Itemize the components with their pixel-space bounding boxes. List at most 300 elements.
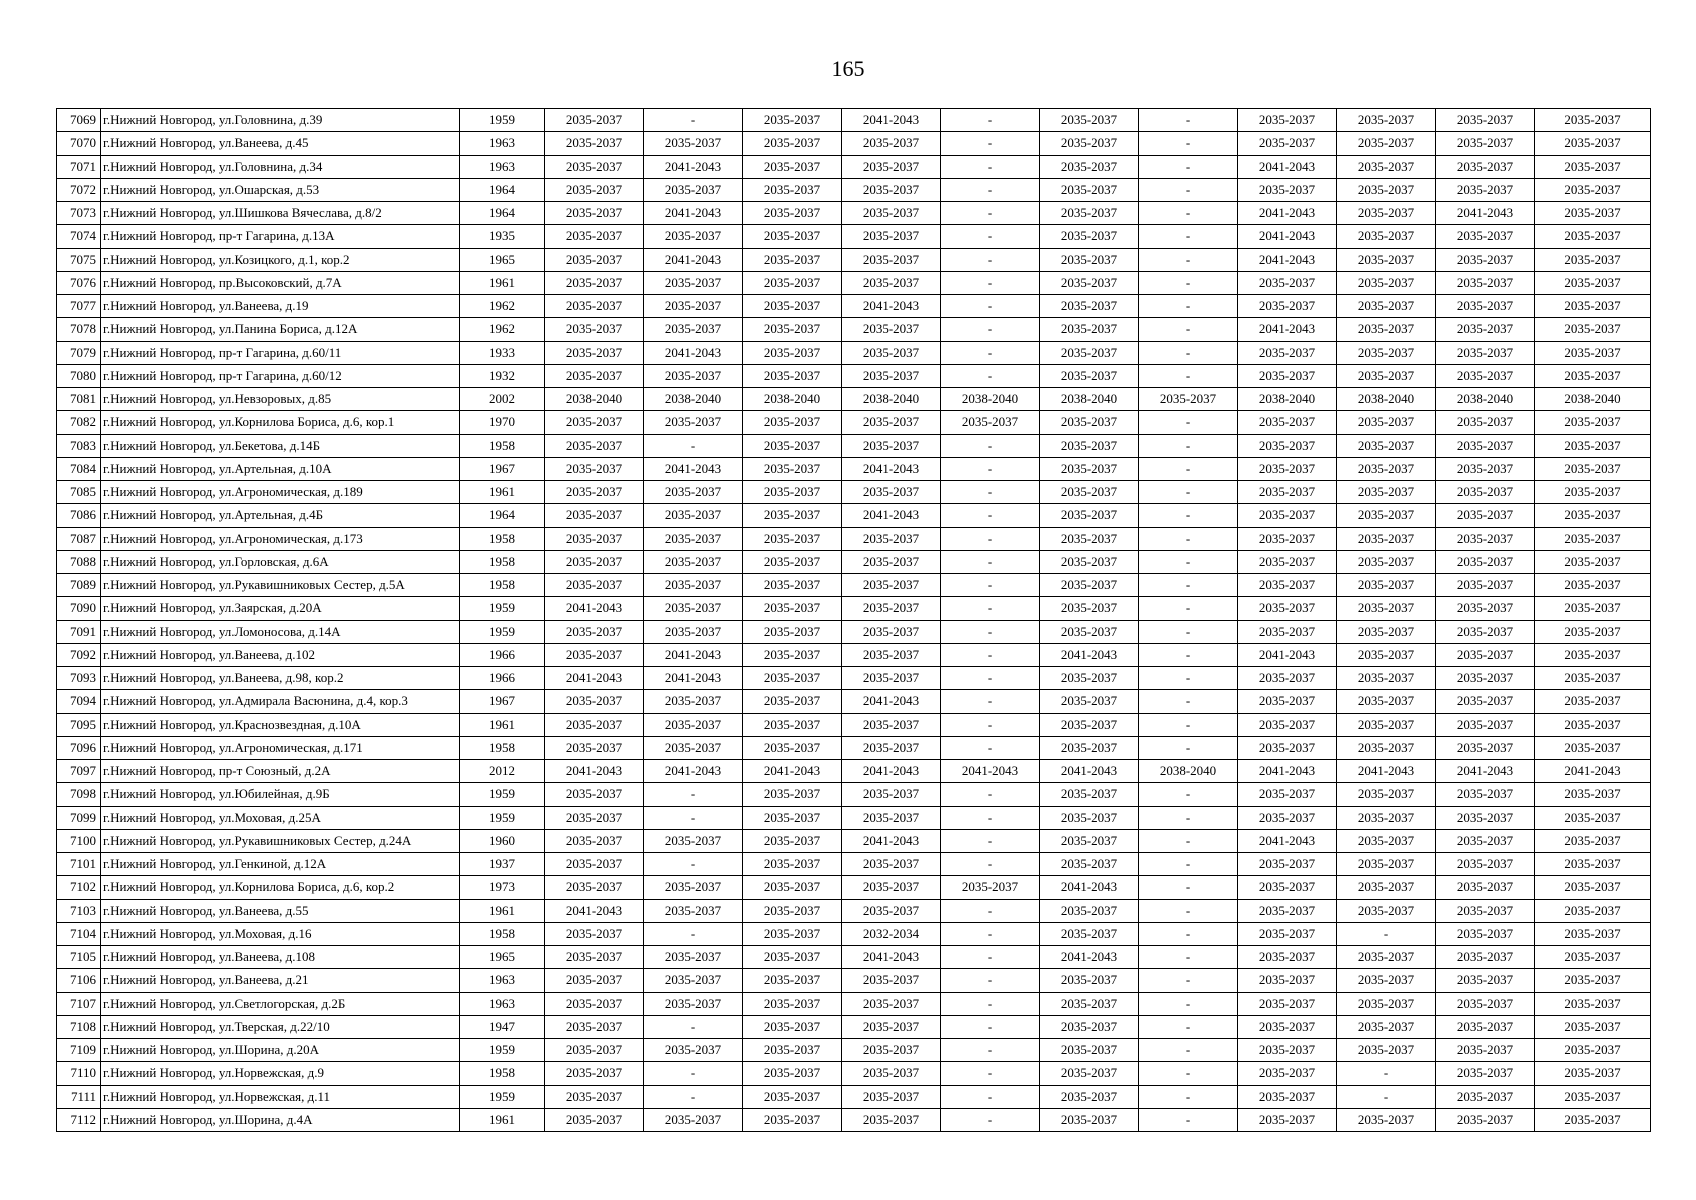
period-cell: 2035-2037 [1040,922,1139,945]
year-cell: 1973 [460,876,545,899]
row-id-cell: 7090 [57,597,101,620]
period-cell: 2035-2037 [1436,876,1535,899]
period-cell: 2035-2037 [743,318,842,341]
period-cell: 2035-2037 [545,876,644,899]
period-cell: 2035-2037 [545,341,644,364]
period-cell: 2035-2037 [545,620,644,643]
period-cell: - [941,922,1040,945]
row-id-cell: 7109 [57,1039,101,1062]
period-cell: 2035-2037 [545,225,644,248]
period-cell: 2041-2043 [644,248,743,271]
period-cell: 2035-2037 [1535,341,1651,364]
period-cell: 2035-2037 [941,876,1040,899]
address-cell: г.Нижний Новгород, ул.Головнина, д.34 [101,155,460,178]
year-cell: 1959 [460,1039,545,1062]
period-cell: 2041-2043 [842,109,941,132]
period-cell: 2041-2043 [644,667,743,690]
period-cell: 2035-2037 [842,550,941,573]
period-cell: - [1139,922,1238,945]
period-cell: 2035-2037 [1040,783,1139,806]
period-cell: 2035-2037 [644,597,743,620]
address-cell: г.Нижний Новгород, пр.Высоковский, д.7А [101,271,460,294]
table-row [57,829,1651,852]
period-cell: - [941,1085,1040,1108]
period-cell: - [941,364,1040,387]
address-cell: г.Нижний Новгород, ул.Корнилова Бориса, д.6, кор.2 [101,876,460,899]
period-cell: 2035-2037 [1436,783,1535,806]
period-cell: 2035-2037 [1238,1015,1337,1038]
period-cell: 2041-2043 [545,597,644,620]
row-id-cell: 7099 [57,806,101,829]
period-cell: - [941,1108,1040,1131]
period-cell: 2035-2037 [1535,155,1651,178]
address-cell: г.Нижний Новгород, ул.Норвежская, д.11 [101,1085,460,1108]
row-id-cell: 7075 [57,248,101,271]
row-id-cell: 7077 [57,295,101,318]
period-cell: 2035-2037 [1040,620,1139,643]
period-cell: 2035-2037 [1040,178,1139,201]
period-cell: 2035-2037 [1238,667,1337,690]
period-cell: 2035-2037 [1337,225,1436,248]
period-cell: 2035-2037 [842,899,941,922]
period-cell: 2035-2037 [1535,783,1651,806]
row-id-cell: 7112 [57,1108,101,1131]
period-cell: 2035-2037 [1436,434,1535,457]
row-id-cell: 7079 [57,341,101,364]
period-cell: 2035-2037 [1040,1062,1139,1085]
period-cell: 2035-2037 [743,1108,842,1131]
period-cell: 2035-2037 [743,713,842,736]
period-cell: 2035-2037 [545,853,644,876]
address-cell: г.Нижний Новгород, ул.Агрономическая, д.189 [101,481,460,504]
address-cell: г.Нижний Новгород, ул.Рукавишниковых Сестер, д.24А [101,829,460,852]
period-cell: 2035-2037 [743,411,842,434]
period-cell: - [644,1085,743,1108]
period-cell: - [941,946,1040,969]
period-cell: 2035-2037 [1436,1108,1535,1131]
period-cell: 2041-2043 [1238,829,1337,852]
address-cell: г.Нижний Новгород, ул.Ломоносова, д.14А [101,620,460,643]
period-cell: 2035-2037 [743,643,842,666]
period-cell: 2035-2037 [1040,527,1139,550]
address-cell: г.Нижний Новгород, ул.Рукавишниковых Сестер, д.5А [101,574,460,597]
period-cell: 2035-2037 [1040,1085,1139,1108]
period-cell: 2041-2043 [1238,643,1337,666]
period-cell: - [941,434,1040,457]
period-cell: 2035-2037 [941,411,1040,434]
period-cell: - [1139,504,1238,527]
period-cell: 2035-2037 [545,504,644,527]
period-cell: 2035-2037 [1337,527,1436,550]
period-cell: 2041-2043 [1238,760,1337,783]
period-cell: 2035-2037 [842,783,941,806]
period-cell: - [1139,341,1238,364]
row-id-cell: 7102 [57,876,101,899]
period-cell: - [1139,109,1238,132]
table-row [57,736,1651,759]
period-cell: 2035-2037 [1535,946,1651,969]
period-cell: 2035-2037 [1040,899,1139,922]
period-cell: 2035-2037 [842,853,941,876]
year-cell: 1932 [460,364,545,387]
period-cell: 2035-2037 [842,1015,941,1038]
period-cell: 2035-2037 [1535,620,1651,643]
period-cell: - [644,109,743,132]
period-cell: 2035-2037 [1436,155,1535,178]
period-cell: 2035-2037 [842,132,941,155]
year-cell: 1965 [460,946,545,969]
period-cell: - [941,178,1040,201]
table-row [57,411,1651,434]
period-cell: 2041-2043 [545,760,644,783]
period-cell: 2041-2043 [842,504,941,527]
row-id-cell: 7089 [57,574,101,597]
period-cell: 2035-2037 [1535,132,1651,155]
period-cell: - [1139,829,1238,852]
address-cell: г.Нижний Новгород, ул.Панина Бориса, д.12А [101,318,460,341]
year-cell: 1967 [460,457,545,480]
period-cell: 2035-2037 [1535,178,1651,201]
year-cell: 1961 [460,1108,545,1131]
period-cell: 2035-2037 [842,411,941,434]
period-cell: 2035-2037 [1337,667,1436,690]
period-cell: 2035-2037 [545,527,644,550]
period-cell: 2035-2037 [1436,527,1535,550]
period-cell: 2035-2037 [1436,620,1535,643]
period-cell: 2035-2037 [1535,853,1651,876]
period-cell: 2035-2037 [1535,109,1651,132]
period-cell: 2035-2037 [842,202,941,225]
address-cell: г.Нижний Новгород, ул.Юбилейная, д.9Б [101,783,460,806]
period-cell: 2035-2037 [545,481,644,504]
period-cell: 2035-2037 [545,411,644,434]
period-cell: 2035-2037 [1535,643,1651,666]
period-cell: 2035-2037 [545,713,644,736]
period-cell: 2035-2037 [1040,574,1139,597]
period-cell: 2035-2037 [1337,946,1436,969]
table-row [57,690,1651,713]
period-cell: 2035-2037 [1040,550,1139,573]
row-id-cell: 7097 [57,760,101,783]
address-cell: г.Нижний Новгород, ул.Головнина, д.39 [101,109,460,132]
period-cell: - [1139,527,1238,550]
period-cell: 2035-2037 [644,946,743,969]
period-cell: - [941,481,1040,504]
period-cell: 2035-2037 [743,946,842,969]
table-row [57,574,1651,597]
period-cell: 2035-2037 [1535,922,1651,945]
table-row [57,876,1651,899]
row-id-cell: 7101 [57,853,101,876]
period-cell: 2035-2037 [743,783,842,806]
period-cell: 2035-2037 [1238,690,1337,713]
address-cell: г.Нижний Новгород, ул.Шорина, д.4А [101,1108,460,1131]
row-id-cell: 7070 [57,132,101,155]
period-cell: 2038-2040 [545,388,644,411]
period-cell: 2035-2037 [1337,364,1436,387]
period-cell: 2035-2037 [1238,341,1337,364]
period-cell: 2035-2037 [1040,667,1139,690]
period-cell: 2035-2037 [1535,295,1651,318]
period-cell: 2035-2037 [644,736,743,759]
period-cell: 2035-2037 [842,1108,941,1131]
address-cell: г.Нижний Новгород, ул.Шишкова Вячеслава, д.8/2 [101,202,460,225]
table-row [57,481,1651,504]
period-cell: 2035-2037 [743,620,842,643]
row-id-cell: 7093 [57,667,101,690]
period-cell: 2035-2037 [1436,341,1535,364]
period-cell: 2035-2037 [1436,1062,1535,1085]
table-row [57,969,1651,992]
period-cell: 2038-2040 [1238,388,1337,411]
row-id-cell: 7083 [57,434,101,457]
period-cell: - [1139,690,1238,713]
period-cell: 2035-2037 [644,318,743,341]
period-cell: 2035-2037 [1436,690,1535,713]
row-id-cell: 7094 [57,690,101,713]
year-cell: 1970 [460,411,545,434]
period-cell: - [644,783,743,806]
address-cell: г.Нижний Новгород, ул.Агрономическая, д.173 [101,527,460,550]
period-cell: 2041-2043 [644,341,743,364]
period-cell: 2035-2037 [545,202,644,225]
period-cell: 2035-2037 [1436,504,1535,527]
period-cell: - [1337,922,1436,945]
period-cell: 2035-2037 [1238,527,1337,550]
period-cell: 2035-2037 [743,574,842,597]
period-cell: 2035-2037 [545,922,644,945]
period-cell: 2041-2043 [1040,946,1139,969]
period-cell: 2035-2037 [842,481,941,504]
period-cell: - [1139,411,1238,434]
period-cell: 2041-2043 [644,760,743,783]
period-cell: 2035-2037 [545,1108,644,1131]
period-cell: 2035-2037 [1436,318,1535,341]
period-cell: 2035-2037 [743,992,842,1015]
address-cell: г.Нижний Новгород, ул.Шорина, д.20А [101,1039,460,1062]
table-row [57,434,1651,457]
address-cell: г.Нижний Новгород, ул.Ванеева, д.108 [101,946,460,969]
period-cell: 2035-2037 [1337,155,1436,178]
row-id-cell: 7087 [57,527,101,550]
period-cell: 2035-2037 [545,109,644,132]
period-cell: 2035-2037 [1535,1015,1651,1038]
period-cell: - [941,109,1040,132]
period-cell: 2035-2037 [1535,271,1651,294]
period-cell: 2035-2037 [644,620,743,643]
period-cell: 2035-2037 [1337,876,1436,899]
period-cell: 2035-2037 [842,620,941,643]
period-cell: 2035-2037 [1535,364,1651,387]
period-cell: 2038-2040 [1535,388,1651,411]
period-cell: - [1139,899,1238,922]
period-cell: 2035-2037 [1238,178,1337,201]
period-cell: 2035-2037 [1436,806,1535,829]
period-cell: 2035-2037 [1337,132,1436,155]
table-row [57,713,1651,736]
period-cell: - [941,992,1040,1015]
period-cell: 2035-2037 [1535,411,1651,434]
table-row [57,760,1651,783]
row-id-cell: 7092 [57,643,101,666]
row-id-cell: 7069 [57,109,101,132]
address-cell: г.Нижний Новгород, ул.Козицкого, д.1, кор.2 [101,248,460,271]
period-cell: - [1139,364,1238,387]
period-cell: 2035-2037 [1040,411,1139,434]
period-cell: - [1139,481,1238,504]
period-cell: 2035-2037 [1040,597,1139,620]
period-cell: 2035-2037 [545,992,644,1015]
table-row [57,550,1651,573]
row-id-cell: 7091 [57,620,101,643]
period-cell: 2035-2037 [743,829,842,852]
period-cell: 2035-2037 [1238,550,1337,573]
period-cell: - [941,643,1040,666]
address-cell: г.Нижний Новгород, ул.Ошарская, д.53 [101,178,460,201]
period-cell: 2035-2037 [1040,992,1139,1015]
row-id-cell: 7103 [57,899,101,922]
table-row [57,992,1651,1015]
period-cell: 2035-2037 [545,550,644,573]
period-cell: - [941,806,1040,829]
table-row [57,457,1651,480]
period-cell: 2035-2037 [1040,225,1139,248]
table-row [57,155,1651,178]
period-cell: 2035-2037 [743,1015,842,1038]
period-cell: 2035-2037 [1436,969,1535,992]
period-cell: - [1139,620,1238,643]
row-id-cell: 7107 [57,992,101,1015]
period-cell: - [1139,946,1238,969]
table-row [57,1085,1651,1108]
period-cell: 2035-2037 [1337,248,1436,271]
period-cell: 2035-2037 [1535,736,1651,759]
period-cell: 2035-2037 [644,1108,743,1131]
table-row [57,178,1651,201]
period-cell: 2035-2037 [545,132,644,155]
period-cell: - [941,295,1040,318]
period-cell: - [644,806,743,829]
period-cell: 2035-2037 [1040,829,1139,852]
period-cell: 2035-2037 [842,597,941,620]
period-cell: 2035-2037 [1535,992,1651,1015]
table-row [57,388,1651,411]
period-cell: 2041-2043 [644,202,743,225]
period-cell: 2035-2037 [1238,969,1337,992]
period-cell: 2035-2037 [1535,527,1651,550]
period-cell: 2035-2037 [1535,1062,1651,1085]
period-cell: 2035-2037 [743,178,842,201]
period-cell: - [941,318,1040,341]
period-cell: 2035-2037 [1436,295,1535,318]
period-cell: 2035-2037 [842,1039,941,1062]
period-cell: 2041-2043 [1238,155,1337,178]
period-cell: 2035-2037 [1436,643,1535,666]
period-cell: 2035-2037 [1436,271,1535,294]
period-cell: 2035-2037 [743,597,842,620]
period-cell: 2035-2037 [1337,318,1436,341]
row-id-cell: 7106 [57,969,101,992]
period-cell: 2038-2040 [941,388,1040,411]
period-cell: 2035-2037 [1337,341,1436,364]
address-cell: г.Нижний Новгород, ул.Ванеева, д.98, кор.2 [101,667,460,690]
period-cell: 2035-2037 [1238,992,1337,1015]
period-cell: 2035-2037 [644,481,743,504]
table-row [57,1108,1651,1131]
period-cell: 2035-2037 [1535,574,1651,597]
period-cell: 2035-2037 [1337,690,1436,713]
period-cell: 2035-2037 [1535,829,1651,852]
period-cell: - [644,1062,743,1085]
period-cell: 2035-2037 [743,248,842,271]
period-cell: 2035-2037 [644,713,743,736]
period-cell: - [644,434,743,457]
period-cell: - [1139,434,1238,457]
period-cell: 2035-2037 [644,690,743,713]
year-cell: 1967 [460,690,545,713]
period-cell: 2035-2037 [1535,690,1651,713]
period-cell: - [941,597,1040,620]
period-cell: 2035-2037 [1337,643,1436,666]
year-cell: 1959 [460,109,545,132]
period-cell: 2035-2037 [545,457,644,480]
period-cell: 2035-2037 [1436,667,1535,690]
period-cell: 2035-2037 [545,364,644,387]
period-cell: 2035-2037 [545,178,644,201]
period-cell: 2035-2037 [545,1062,644,1085]
period-cell: 2038-2040 [842,388,941,411]
period-cell: - [941,899,1040,922]
period-cell: - [1139,969,1238,992]
address-cell: г.Нижний Новгород, ул.Адмирала Васюнина, д.4, кор.3 [101,690,460,713]
period-cell: 2035-2037 [1040,132,1139,155]
period-cell: 2035-2037 [842,364,941,387]
period-cell: 2041-2043 [1040,643,1139,666]
table-row [57,271,1651,294]
table-row [57,527,1651,550]
period-cell: 2035-2037 [545,643,644,666]
period-cell: 2035-2037 [1238,853,1337,876]
period-cell: 2035-2037 [1337,597,1436,620]
period-cell: - [941,341,1040,364]
period-cell: 2035-2037 [842,713,941,736]
period-cell: 2035-2037 [1337,202,1436,225]
table-row [57,597,1651,620]
table-row [57,667,1651,690]
table-row [57,1062,1651,1085]
period-cell: 2035-2037 [644,225,743,248]
period-cell: 2035-2037 [1040,248,1139,271]
period-cell: 2035-2037 [1238,899,1337,922]
period-cell: - [941,969,1040,992]
period-cell: 2041-2043 [1337,760,1436,783]
period-cell: 2035-2037 [545,1085,644,1108]
period-cell: 2035-2037 [743,550,842,573]
period-cell: - [941,550,1040,573]
row-id-cell: 7085 [57,481,101,504]
row-id-cell: 7080 [57,364,101,387]
period-cell: - [1139,132,1238,155]
period-cell: - [1139,1015,1238,1038]
period-cell: 2035-2037 [1238,434,1337,457]
year-cell: 1958 [460,736,545,759]
period-cell: - [1139,643,1238,666]
row-id-cell: 7082 [57,411,101,434]
row-id-cell: 7095 [57,713,101,736]
period-cell: 2035-2037 [743,667,842,690]
period-cell: 2035-2037 [644,992,743,1015]
year-cell: 1959 [460,597,545,620]
